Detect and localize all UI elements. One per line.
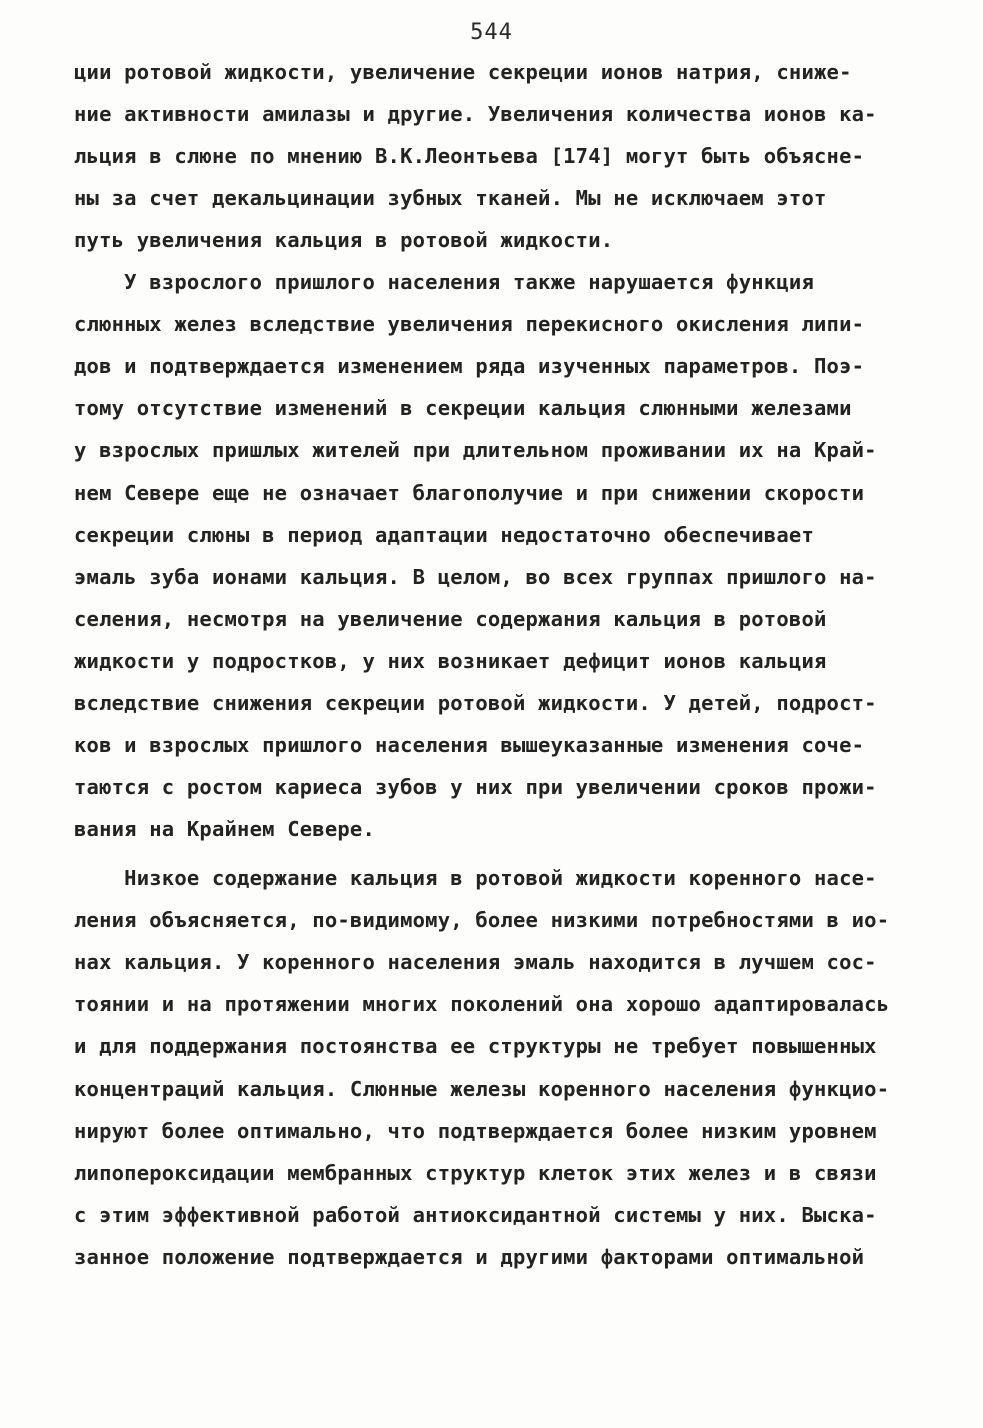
text-line: селения, несмотря на увеличение содержания кальция в ротовой bbox=[74, 606, 827, 631]
text-line: нах кальция. У коренного населения эмаль находится в лучшем сос- bbox=[74, 950, 877, 975]
text-line: ние активности амилазы и другие. Увеличения количества ионов ка- bbox=[74, 102, 877, 127]
text-line: ны за счет декальцинации зубных тканей. Мы не исключаем этот bbox=[74, 186, 827, 211]
text-line: тому отсутствие изменений в секреции кальция слюнными железами bbox=[74, 396, 852, 421]
text-line: ления объясняется, по-видимому, более низкими потребностями в ио- bbox=[74, 908, 890, 933]
text-line: ции ротовой жидкости, увеличение секреции ионов натрия, сниже- bbox=[74, 60, 852, 84]
text-line: занное положение подтверждается и другими факторами оптимальной bbox=[74, 1244, 865, 1269]
text-line: слюнных желез вследствие увеличения перекисного окисления липи- bbox=[74, 312, 865, 337]
text-line: дов и подтверждается изменением ряда изученных параметров. Поэ- bbox=[74, 354, 865, 379]
text-line: секреции слюны в период адаптации недостаточно обеспечивает bbox=[74, 522, 814, 547]
text-line: Низкое содержание кальция в ротовой жидкости коренного насе- bbox=[74, 866, 877, 890]
text-line: с этим эффективной работой антиоксидантной системы у них. Выска- bbox=[74, 1202, 877, 1227]
text-line: вследствие снижения секреции ротовой жидкости. У детей, подрост- bbox=[74, 691, 877, 715]
text-line: льция в слюне по мнению В.К.Леонтьева [174] могут быть объясне- bbox=[74, 144, 865, 169]
text-line: ков и взрослых пришлого населения вышеуказанные изменения соче- bbox=[74, 733, 865, 758]
text-line: тоянии и на протяжении многих поколений она хорошо адаптировалась bbox=[74, 992, 890, 1017]
text-line: вания на Крайнем Севере. bbox=[74, 817, 376, 842]
text-line: жидкости у подростков, у них возникает дефицит ионов кальция bbox=[74, 648, 827, 673]
text-line: путь увеличения кальция в ротовой жидкости. bbox=[74, 228, 614, 253]
text-line: эмаль зуба ионами кальция. В целом, во всех группах пришлого на- bbox=[74, 564, 877, 589]
text-line: и для поддержания постоянства ее структуры не требует повышенных bbox=[74, 1034, 877, 1059]
text-line: у взрослых пришлых жителей при длительном проживании их на Край- bbox=[74, 438, 877, 463]
text-line: У взрослого пришлого населения также нарушается функция bbox=[74, 270, 814, 294]
page-number: 544 bbox=[470, 20, 513, 45]
text-line: нем Севере еще не означает благополучие и при снижении скорости bbox=[74, 480, 865, 505]
text-line: нируют более оптимально, что подтверждается более низким уровнем bbox=[74, 1118, 877, 1143]
text-line: таются с ростом кариеса зубов у них при увеличении сроков прожи- bbox=[74, 775, 877, 800]
text-line: липопероксидации мембранных структур клеток этих желез и в связи bbox=[74, 1160, 877, 1185]
text-line: концентраций кальция. Слюнные железы коренного населения функцио- bbox=[74, 1076, 890, 1101]
